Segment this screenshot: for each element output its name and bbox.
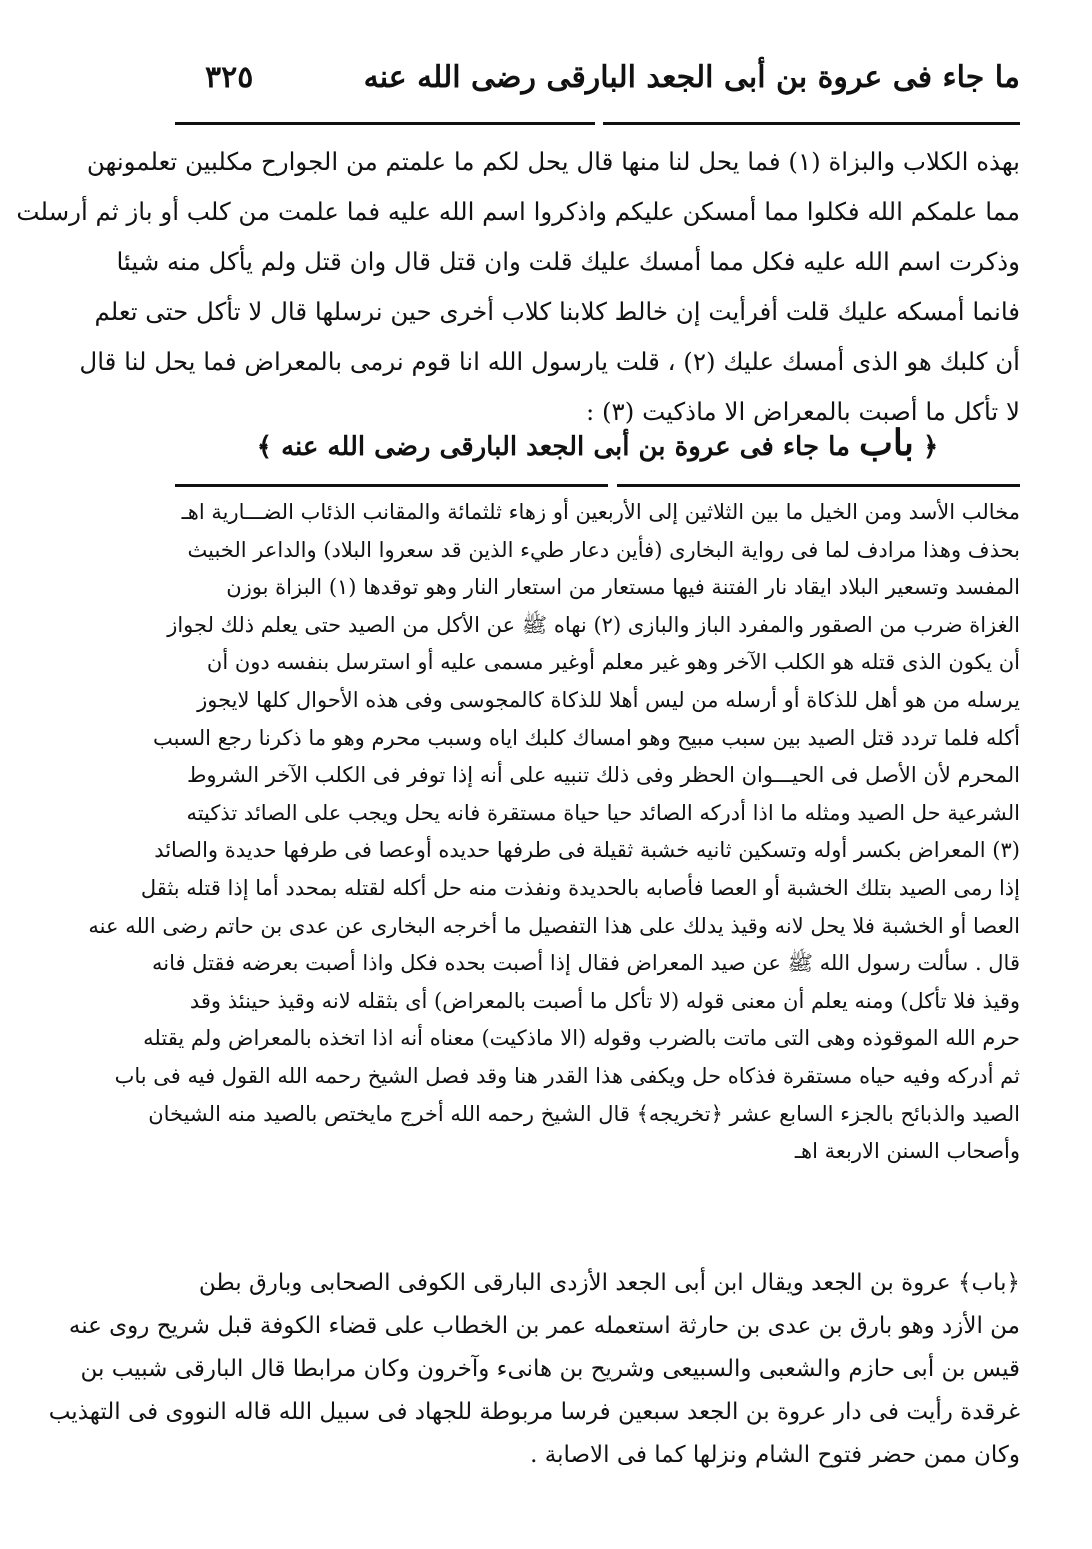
footnote-line: يرسله من هو أهل للذكاة أو أرسله من ليس أهلا للذكاة كالمجوسى وفى هذه الأحوال كلها لايجوز	[197, 687, 1020, 712]
footnote-line: بحذف وهذا مرادف لما فى رواية البخارى (فأين دعار طيء الذين قد سعروا البلاد) والداعر الخبيث	[187, 537, 1020, 562]
main-text-line: أن كلبك هو الذى أمسك عليك (٢) ، قلت يارسول الله انا قوم نرمى بالمعراض فما يحل لنا قال	[79, 347, 1020, 376]
main-text-line: وذكرت اسم الله عليه فكل مما أمسك عليك قلت وان قتل قال وان قتل ولم يأكل منه شيئا	[116, 247, 1020, 276]
biography-line: من الأزد وهو بارق بن عدى بن حارثة استعمله عمر بن الخطاب على قضاء الكوفة قبل شريح روى عنه	[68, 1313, 1020, 1339]
header-rule-right	[603, 122, 1020, 125]
main-text-line: مما علمكم الله فكلوا مما أمسكن عليكم واذكروا اسم الله عليه فما علمت من كلب أو باز ثم أرسلت	[16, 197, 1020, 226]
page-number: ٣٢٥	[205, 60, 254, 95]
main-text-line: لا تأكل ما أصبت بالمعراض الا ماذكيت (٣) :	[585, 397, 1020, 426]
footnote-line: قال . سألت رسول الله ﷺ عن صيد المعراض فقال إذا أصبت بحده فكل واذا أصبت بعرضه فقتل فانه	[151, 951, 1020, 976]
footnote-line: المحرم لأن الأصل فى الحيـــوان الحظر وفى ذلك تنبيه على أنه إذا توفر فى الكلب الآخر الشروط	[186, 763, 1020, 788]
footnote-line: مخالب الأسد ومن الخيل ما بين الثلاثين إلى الأربعين أو زهاء ثلثمائة والمقانب الذئاب الضـــارية اهـ	[181, 500, 1020, 524]
page-header	[175, 58, 1020, 108]
section-heading	[175, 418, 1020, 468]
footnote-line: أن يكون الذى قتله هو الكلب الآخر وهو غير معلم أوغير مسمى عليه أو استرسل بنفسه دون أن	[206, 650, 1020, 675]
footnote-line: وقيذ فلا تأكل) ومنه يعلم أن معنى قوله (لا تأكل ما أصبت بالمعراض) أى بثقله لانه وقيذ حينئذ وقد	[189, 988, 1020, 1013]
footnote-line: ثم أدركه وفيه حياه مستقرة فذكاه حل ويكفى هذا القدر هنا وقد فصل الشيخ رحمه الله القول فيه فى باب	[114, 1063, 1020, 1088]
heading-open-bracket: ﴿	[922, 432, 939, 462]
heading-bab-word: باب	[859, 422, 914, 464]
footnote-line: أكله فلما تردد قتل الصيد بين سبب مبيح وهو امساك كلبك اياه وسبب محرم وهو ما ذكرنا رجع السبب	[153, 725, 1020, 750]
footnote-line: (٣) المعراض بكسر أوله وتسكين ثانيه خشبة ثقيلة فى طرفها حديده أوعصا فى طرفها حديدة والصائد	[154, 838, 1020, 863]
footnote-line: العصا أو الخشبة فلا يحل لانه وقيذ يدلك على هذا التفصيل ما أخرجه البخارى عن عدى بن حاتم رضى الله عنه	[88, 913, 1020, 938]
header-rule-left	[175, 122, 595, 125]
biography-line: ﴿باب﴾ عروة بن الجعد ويقال ابن أبى الجعد الأزدى البارقى الكوفى الصحابى وبارق بطن	[198, 1270, 1020, 1296]
biography-line: قيس بن أبى حازم والشعبى والسبيعى وشريح بن هانىء وآخرون وكان مرابطا قال البارقى شبيب بن	[80, 1356, 1020, 1382]
footnotes	[88, 494, 1020, 1171]
main-text	[16, 137, 1020, 437]
footnote-line: حرم الله الموقوذه وهى التى ماتت بالضرب وقوله (الا ماذكيت) معناه أنه اذا اتخذه بالمعراض ولم يقتله	[143, 1026, 1020, 1051]
biography-note	[48, 1262, 1020, 1477]
running-title: ما جاء فى عروة بن أبى الجعد البارقى رضى الله عنه	[363, 60, 1020, 95]
main-text-line: بهذه الكلاب والبزاة (١) فما يحل لنا منها قال يحل لكم ما علمتم من الجوارح مكلبين تعلمونهن	[86, 147, 1020, 176]
footnote-line: إذا رمى الصيد بتلك الخشبة أو العصا فأصابه بالحديدة ونفذت منه حل أكله لقتله بمحدد أما إذا قتله بثقل	[140, 875, 1020, 900]
footnote-rule-left	[175, 484, 608, 487]
heading-close-bracket: ﴾	[256, 432, 273, 462]
main-text-line: فانما أمسكه عليك قلت أفرأيت إن خالط كلابنا كلاب أخرى حين نرسلها قال لا تأكل حتى تعلم	[94, 297, 1020, 326]
footnote-line: الغزاة ضرب من الصقور والمفرد الباز والبازى (٢) نهاه ﷺ عن الأكل من الصيد حتى يعلم ذلك لجواز	[167, 612, 1020, 637]
heading-title: ما جاء فى عروة بن أبى الجعد البارقى رضى الله عنه	[281, 432, 850, 462]
biography-line: وكان ممن حضر فتوح الشام ونزلها كما فى الاصابة .	[530, 1442, 1020, 1468]
footnote-line: الصيد والذبائح بالجزء السابع عشر ﴿تخريجه﴾ قال الشيخ رحمه الله أخرج مايختص بالصيد منه الشيخان	[148, 1101, 1020, 1126]
footnote-line: وأصحاب السنن الاربعة اهـ	[794, 1139, 1020, 1164]
footnote-line: المفسد وتسعير البلاد ايقاد نار الفتنة فيها مستعار من استعار النار وهو توقدها (١) البزاة بوزن	[226, 575, 1020, 600]
biography-line: غرقدة رأيت فى دار عروة بن الجعد سبعين فرسا مربوطة للجهاد فى سبيل الله قاله النووى فى التهذيب	[48, 1399, 1020, 1425]
footnote-line: الشرعية حل الصيد ومثله ما اذا أدركه الصائد حيا حياة مستقرة فانه يحل ويجب على الصائد تذكيته	[186, 800, 1020, 825]
footnote-rule-right	[617, 484, 1020, 487]
